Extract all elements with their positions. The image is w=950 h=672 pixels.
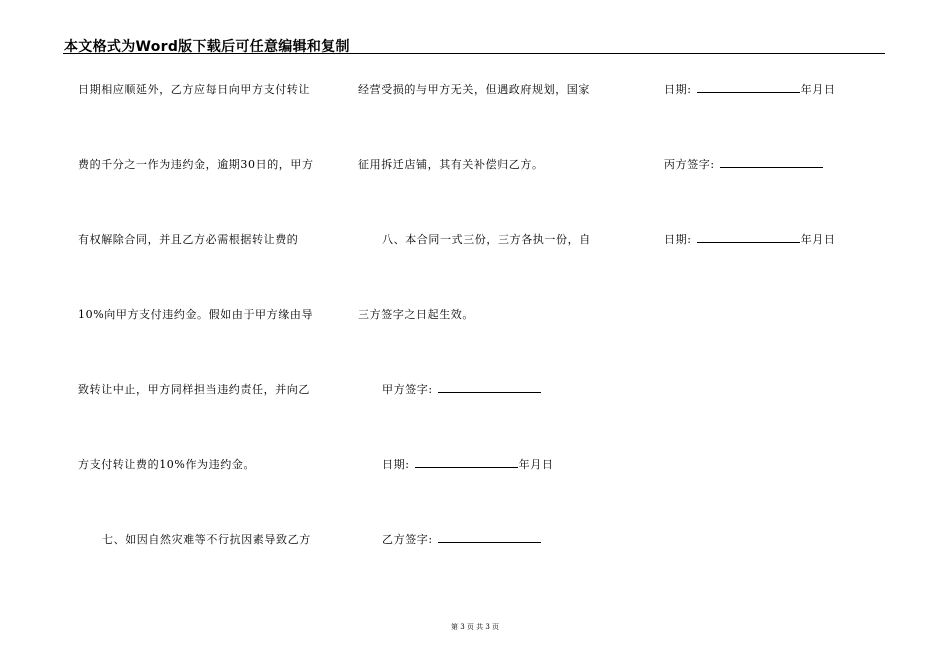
party-b-signature-blank: [438, 533, 541, 543]
col1-line-2: 费的千分之一作为违约金，逾期30日的，甲方: [78, 158, 314, 171]
party-a-date-suffix: 年月日: [518, 458, 554, 471]
col2-line-2: 征用拆迁店铺，其有关补偿归乙方。: [358, 158, 544, 171]
party-b-date-label: 日期:: [664, 83, 692, 96]
party-b-signature-label: 乙方签字:: [382, 533, 433, 546]
col1-line-1: 日期相应顺延外，乙方应每日向甲方支付转让: [78, 83, 310, 96]
party-b-signature-line: [382, 531, 542, 547]
party-b-date-line: [664, 81, 835, 97]
col2-line-3: 八、本合同一式三份，三方各执一份，自: [382, 233, 591, 246]
party-a-signature-blank: [438, 383, 541, 393]
party-c-date-suffix: 年月日: [800, 233, 836, 246]
party-b-date-suffix: 年月日: [800, 83, 836, 96]
party-a-date-blank: [415, 458, 518, 468]
col1-line-4: 10%向甲方支付违约金。假如由于甲方缘由导: [78, 308, 314, 321]
party-b-date-blank: [697, 83, 800, 93]
party-c-date-label: 日期:: [664, 233, 692, 246]
party-a-signature-line: [382, 381, 542, 397]
col1-line-3: 有权解除合同，并且乙方必需根据转让费的: [78, 233, 299, 246]
party-a-date-line: [382, 456, 553, 472]
party-c-date-blank: [697, 233, 800, 243]
col2-line-4: 三方签字之日起生效。: [358, 308, 474, 321]
party-c-signature-line: [664, 156, 824, 172]
col1-line-6: 方支付转让费的10%作为违约金。: [78, 458, 256, 471]
party-c-date-line: [664, 231, 835, 247]
page-number-footer: 第 3 页 共 3 页: [450, 623, 500, 631]
party-a-date-label: 日期:: [382, 458, 410, 471]
document-header: 本文格式为Word版下载后可任意编辑和复制: [64, 39, 350, 55]
col1-line-5: 致转让中止，甲方同样担当违约责任，并向乙: [78, 383, 310, 396]
party-a-signature-label: 甲方签字:: [382, 383, 433, 396]
col2-line-1: 经营受损的与甲方无关，但遇政府规划，国家: [358, 83, 590, 96]
party-c-signature-label: 丙方签字:: [664, 158, 715, 171]
header-divider: [63, 53, 885, 54]
col1-line-7: 七、如因自然灾难等不行抗因素导致乙方: [102, 533, 311, 546]
party-c-signature-blank: [720, 158, 823, 168]
